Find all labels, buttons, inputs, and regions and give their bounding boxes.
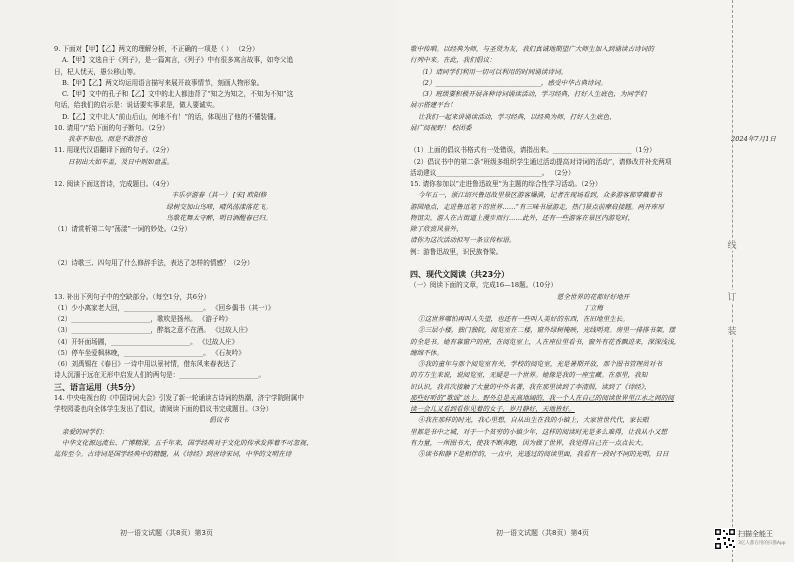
right-page-line: 展广阅视野！ 校团委 <box>410 123 472 132</box>
page-4-text-column <box>410 44 776 472</box>
right-page-line: （2）________________________________，感受中华古典诗词。 <box>418 78 607 87</box>
right-page-line: 丁立梅 <box>583 303 603 312</box>
left-page-line: A.【甲】文选自于《列子》，是一篇寓言，《列子》中有很多寓言故事，如夸父追 <box>62 56 294 65</box>
left-page-line: 亲爱的同学们： <box>62 427 109 436</box>
right-page-line: 物馆尖。游人在古街道上漫步而行……此外，还有一些游客在景区内游览时， <box>410 213 635 222</box>
right-page-line: ⑤读书和静下是相伴的，一点中，光透过的阅读里面，我看有一段时不同的光明，日日 <box>418 450 669 458</box>
right-page-line <box>410 460 776 471</box>
left-page-line <box>54 235 384 246</box>
right-page-line: 展示搭建平台！ <box>410 101 457 110</box>
left-page-line: （5）停车坐爱枫林晚，________________________。 《石灰吟》 <box>54 348 245 357</box>
left-page-line: （1）请赏析第二句“荡漾”一词的妙处。（2分） <box>54 225 192 233</box>
right-page-line: 的全是书。她有靠窗户的座，在阅览室上，人在座位里看书，窗外有花香飘进来，深深浅浅， <box>410 337 681 346</box>
left-page-line: 中华文化源远流长、广博精深。五千年来，国学经典对于文化的传承发挥着不可忽视、 <box>62 438 313 447</box>
left-page-line: 我非不知也，而是不敢答也 <box>68 135 148 143</box>
right-page-line <box>410 258 776 269</box>
binding-mark-3: 装 <box>722 324 742 337</box>
right-page-line: （1）上面的倡议书格式有一处错误，请指出来。________________________（1分） <box>410 146 656 155</box>
left-page-line: 11. 用现代汉语翻译下面的句子。（2分） <box>54 146 173 155</box>
left-page-line: 12. 阅读下面这首诗，完成题目。（4分） <box>54 180 173 188</box>
left-page-line: （6）刘禹锡在《春日》一诗中用以景衬情，借东风来春表达了 <box>54 360 237 368</box>
left-page-line: D.【乙】文中北人“前山后山，何地不有！”的话，体现出了他的不懂装懂。 <box>62 112 281 121</box>
scanner-app-tagline: 3亿人都在用的扫描App <box>738 541 786 546</box>
left-page-line: 9. 下面对【甲】【乙】两文的理解分析，不正确的一项是（ ） （2分） <box>54 45 259 53</box>
left-page-line: 13. 补出下列句子中的空缺部分。（每空1分，共6分） <box>54 292 211 301</box>
right-page-line: （1）请同学们利用一切可以利用的时间诵读诗词。 <box>418 67 568 76</box>
right-page-line: 行列中来。在此，我们倡议： <box>410 56 496 65</box>
page-3-footer: 初一语文试题（共8页）第3页 <box>120 529 213 537</box>
left-page-line: 迄传至今。古诗词是国学经典中的精髓，从《诗经》到唐诗宋词，中华的文明在诗 <box>54 450 292 458</box>
left-page-line: 鸟歌花舞太守醉，明日酒醒春已归。 <box>166 213 272 222</box>
left-page-line: 倡议书 <box>209 416 229 425</box>
left-page-line: 句话，给我们的启示是：说话要实事求是，做人要诚实。 <box>54 101 219 110</box>
left-page-line: C.【甲】文中的孔子和【乙】文中的北人都违背了“知之为知之，不知为不知”这 <box>62 90 294 98</box>
right-page-line: 四、现代文阅读（共23分） <box>410 270 510 279</box>
right-page-line: ②三层小楼，独门独院，阅览室在二楼，窗外绿树掩映，光线明亮。房里一排排书架，摆 <box>418 326 676 335</box>
right-page-line: 活动建议________________________________。 （2分） <box>410 168 575 177</box>
left-page-line <box>54 168 384 179</box>
right-page-line: 歌中传唱。以经典为师，与圣贤为友，我们真诚地期望广大师生加入到诵读古诗词的 <box>410 45 654 53</box>
right-page-line: 有力量，一所图书大，使我不断奔跑，因为做了世界，我觉得自己在一点点长大。 <box>410 438 648 447</box>
exam-page-4 <box>396 0 794 562</box>
qr-code-icon <box>714 528 736 550</box>
right-page-line: 的方方生来说，说阅览室，无疑是一个世界。她像是我的一座宝藏。在那里，我知 <box>410 371 648 380</box>
exam-page-3 <box>0 0 396 562</box>
right-page-line: 请你为这次活动拟写一条宣传标语。 <box>410 236 516 245</box>
right-page-line: 那些好听的“歌谣”达上。野外总是天高地阔的，我一个人在自己的阅读世界里江水之间的阅 <box>410 393 674 402</box>
left-page-line: （4）开轩面场圃，________________________。 《过故人庄》 <box>54 337 239 346</box>
right-page-line: 缠绵不休。 <box>410 348 443 357</box>
right-page-line: 愿全世界的花都好好地开 <box>556 292 630 301</box>
right-page-line: 游园地点，走进鲁迅笔下的世界……“有三味书屋游走，热门景点前摩肩接踵。两开库厚 <box>410 202 664 211</box>
right-page-line: 识认识，我首次接触了大量的中外名著，我在那里读到了李清照，读到了《诗经》， <box>410 382 651 391</box>
left-page-line <box>54 472 384 483</box>
binding-mark-2: 订 <box>722 290 742 303</box>
left-page-line <box>54 269 384 280</box>
left-page-line <box>54 280 384 291</box>
binding-line <box>732 0 733 562</box>
left-page-line: B.【甲】【乙】两文均运用语言描写来展开故事情节，刻画人物形象。 <box>62 78 264 87</box>
right-page-line: 2024年7月1日 <box>731 135 776 143</box>
right-page-line: 15. 请你参加以“走进鲁迅故里”为主题的综合性学习活动。（2分） <box>410 180 602 188</box>
right-page-line: ③我的童年与那个阅览室有关，学校的阅览室，光是暑期开放，那个图书管理员对书 <box>418 360 662 368</box>
right-page-line: （一）阅读下面的文章，完成16—18题。（10分） <box>410 281 558 290</box>
left-page-line <box>54 460 384 471</box>
right-page-line: 读一会儿又看到看你见着的女子，岁月静好，天地皆好。 <box>410 405 575 413</box>
left-page-line: （2）诗歌三、四句用了什么修辞手法，表达了怎样的情感？（2分） <box>54 258 254 267</box>
scanner-app-brand: 扫描全能王 <box>738 530 773 538</box>
left-page-line: （2）________________________，歌吹是扬州。 《游子吟》 <box>54 315 232 323</box>
right-page-line: 里都是书中之城，对于一个贫穷的小镇少年，这样的阅读时光是多么难得，让我从小又想 <box>410 427 668 436</box>
right-page-line: （3）班级要积极开展各种诗词诵读活动，学习经典，打好人生底色，为同学们 <box>418 90 647 98</box>
left-page-line: 绿树交加山鸟啼，晴风荡漾落花飞。 <box>166 202 272 211</box>
right-page-line: 除了欣赏风景外， <box>410 225 463 233</box>
left-page-line: 10. 请用“/”给下面的句子断句。（2分） <box>54 123 169 132</box>
right-page-line: 让我们一起来讲诵读活动，学习经典，以经典为师，打好人生底色， <box>418 112 616 121</box>
right-page-line: （2）倡议书中的第二条“班级多组织学生通过活动提高对诗词的活动”，请修改并补充两项 <box>410 157 672 166</box>
left-page-line <box>54 247 384 258</box>
left-page-line: 日初出大如车盖，及日中则如盘盂。 <box>68 157 174 166</box>
left-page-line: 丰乐亭游春（其一） [宋] 欧阳修 <box>171 191 267 200</box>
left-page-line: 三、语言运用（共5分） <box>54 382 140 392</box>
left-page-line: 学校园委也向全体学生发出了倡议，请阅读下面的倡议书完成题目。（3分） <box>54 405 273 413</box>
binding-mark-1: 线 <box>722 238 742 251</box>
left-page-line: 诗人沉湎于远在无形中启发人们的两句是：________________________。 <box>54 371 265 380</box>
right-page-line: ①这世界哪怕再叫人失望，也还有一些叫人美好的东西，在旧地里生长。 <box>418 315 629 323</box>
left-page-line: （3）________________________，醉翁之意不在酒。 《过故人庄》 <box>54 326 252 335</box>
left-page-line: 14. 中央电视台的《中国诗词大会》引发了新一轮诵读古诗词的热潮，济宁学院附属中 <box>54 393 304 402</box>
right-page-line: 例：游鲁迅故里，识民族脊梁。 <box>410 247 503 256</box>
page-4-footer: 初一语文试题（共8页）第4页 <box>496 529 589 537</box>
page-3-text-column <box>54 44 384 483</box>
right-page-line: 今年五一，浙江绍兴鲁迅故里景区游客爆满，记者在现场看到，众多游客都穿戴着书 <box>418 191 662 200</box>
left-page-line: （1）少小离家老大回，________________________。 《回乡偶书（其一）》 <box>54 303 275 312</box>
left-page-line: 日，杞人忧天，愚公移山等。 <box>54 67 140 76</box>
right-page-line: ④我在那样的时光，我心里想，自从出生在我的小镇上，大家世世代代，家长眼 <box>418 416 649 425</box>
